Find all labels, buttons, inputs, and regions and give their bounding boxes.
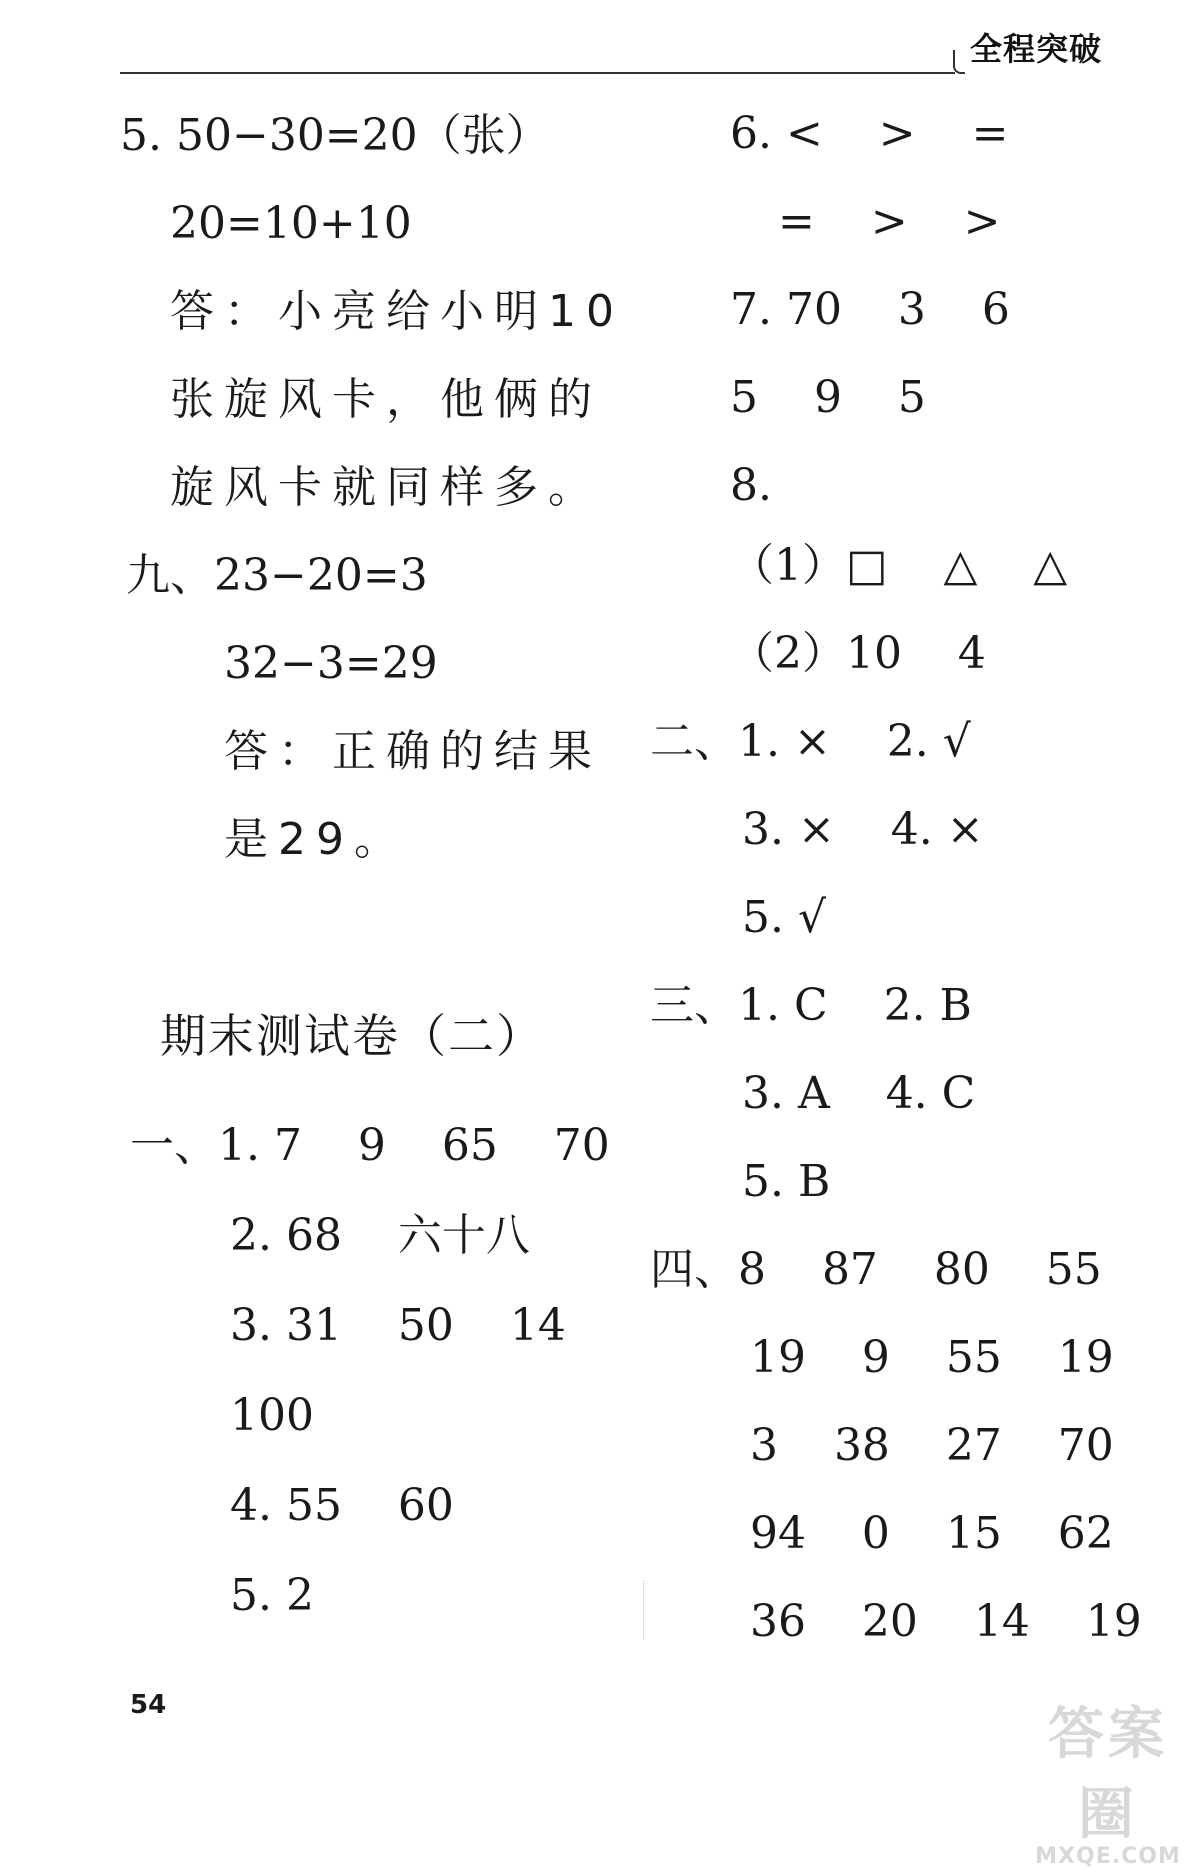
q5-answer-1: 答：小亮给小明10 (170, 286, 624, 337)
watermark-logo (1030, 1690, 1186, 1869)
part1-line2: 2. 68 六十八 (230, 1210, 530, 1261)
part1-line5: 4. 55 60 (230, 1480, 454, 1531)
q8-label: 8. (730, 460, 772, 511)
part3-line2: 3. A 4. C (742, 1068, 976, 1119)
part4-line4: 94 0 15 62 (750, 1508, 1114, 1559)
watermark-url: MXQE.COM (1035, 1844, 1181, 1869)
q5-answer-2: 张旋风卡，他俩的 (170, 374, 602, 425)
q7-line1: 7. 70 3 6 (730, 284, 1010, 335)
part3-line3: 5. B (742, 1156, 831, 1207)
q5-answer-3: 旋风卡就同样多。 (170, 462, 602, 513)
book-brand: 全程突破 (970, 30, 1103, 68)
q9-line2: 32−3=29 (224, 638, 438, 689)
watermark-text: 答案圈 (1048, 1702, 1168, 1847)
part4-line3: 3 38 27 70 (750, 1420, 1114, 1471)
q5-line1: 5. 50−30=20（张） (120, 110, 550, 161)
part3-line1: 三、1. C 2. B (650, 980, 972, 1031)
part2-line1: 二、1. × 2. √ (650, 716, 971, 767)
q9-answer-1: 答：正确的结果 (224, 726, 602, 777)
header-rule-hook (953, 50, 965, 74)
part4-line5: 36 20 14 19 (750, 1596, 1142, 1647)
part1-line4: 100 (230, 1390, 314, 1441)
part2-line3: 5. √ (742, 892, 827, 943)
q9-line1: 九、23−20=3 (126, 550, 428, 601)
q8-part1: （1）□ △ △ (730, 540, 1068, 591)
q7-line2: 5 9 5 (730, 372, 926, 423)
part2-line2: 3. × 4. × (742, 804, 984, 855)
part4-line2: 19 9 55 19 (750, 1332, 1114, 1383)
q5-line2: 20=10+10 (170, 198, 412, 249)
column-divider (643, 1580, 644, 1640)
section-title: 期末测试卷（二） (160, 1009, 544, 1063)
header-rule (120, 72, 955, 74)
part4-line1: 四、8 87 80 55 (650, 1244, 1102, 1295)
q9-answer-2: 是29。 (224, 814, 408, 865)
q6-line1: 6. < > = (730, 108, 1009, 159)
part1-line1: 一、1. 7 9 65 70 (130, 1120, 610, 1171)
q8-part2: （2）10 4 (730, 628, 986, 679)
part1-line6: 5. 2 (230, 1570, 314, 1621)
part1-line3: 3. 31 50 14 (230, 1300, 566, 1351)
page-number: 54 (130, 1690, 167, 1720)
q6-line2: = > > (778, 196, 1001, 247)
